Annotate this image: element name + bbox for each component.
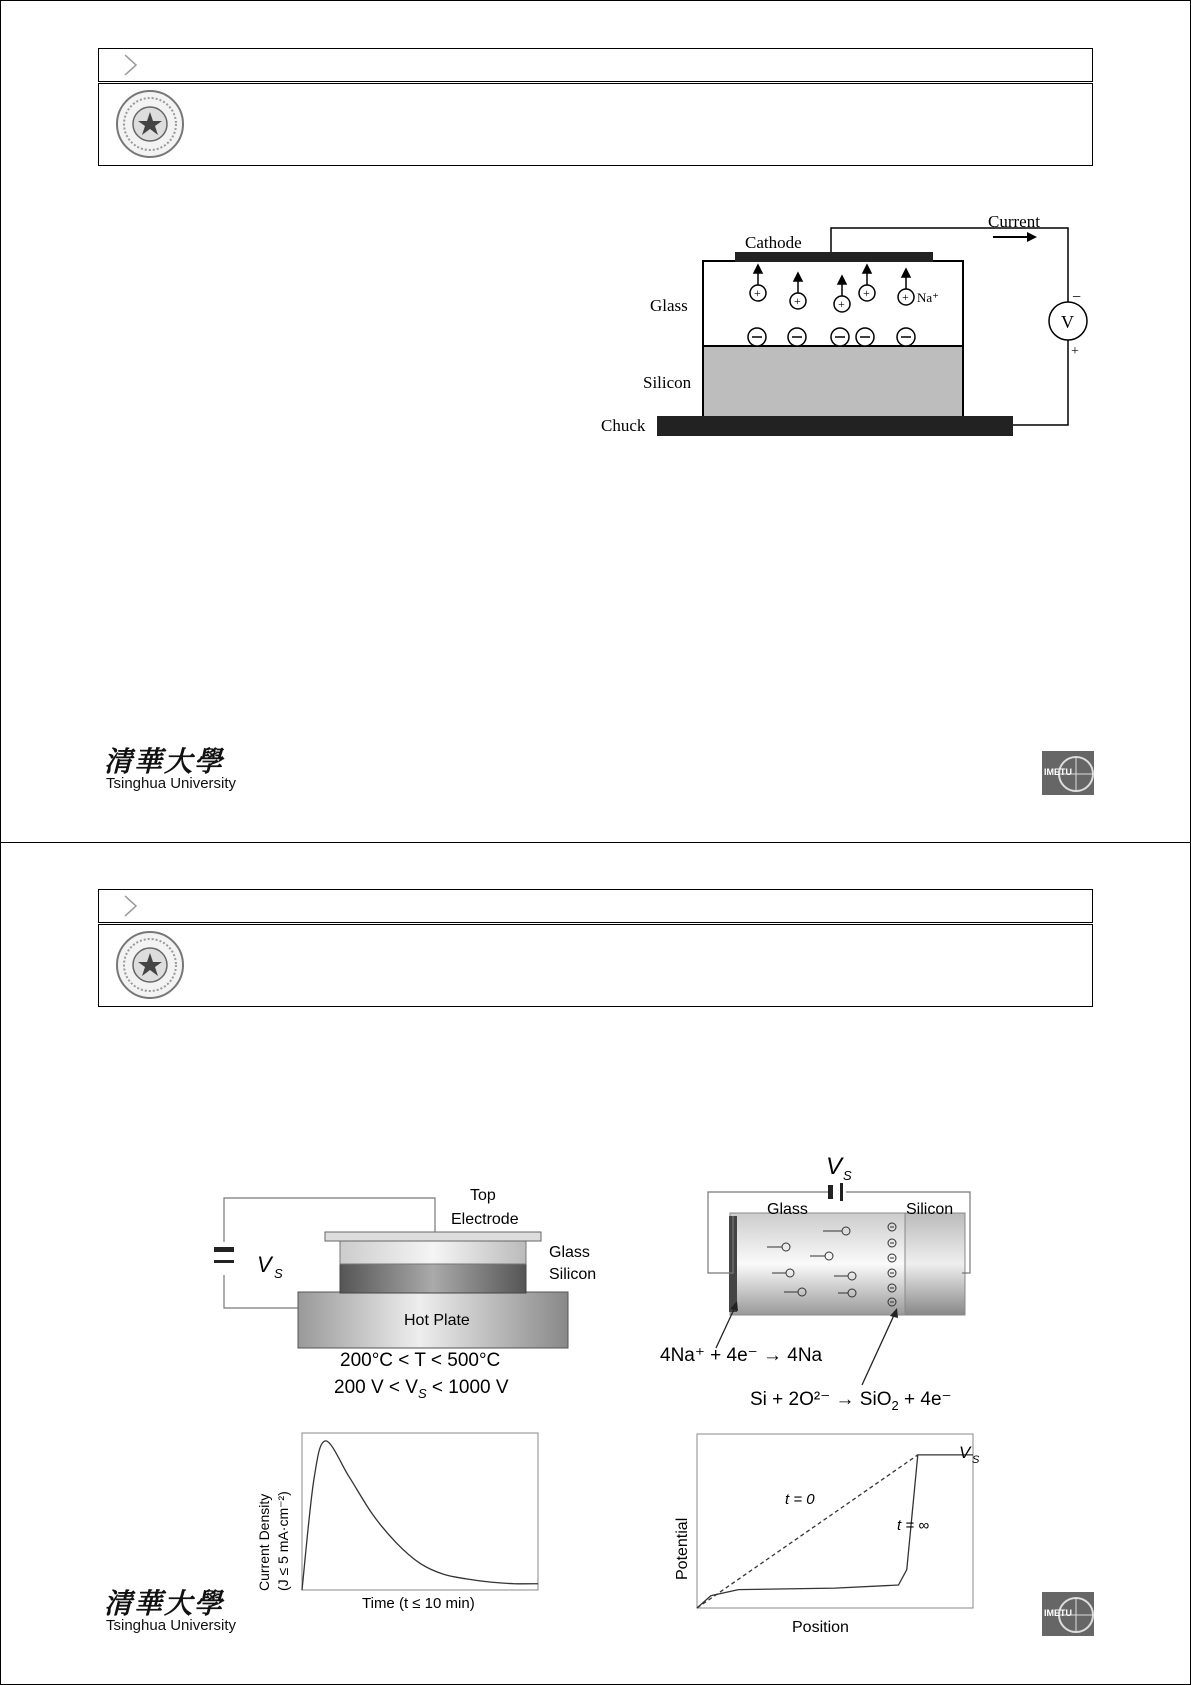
voltage-range: 200 $V < V_S < 1000$ V: [334, 1377, 509, 1401]
chevron-right-icon: [121, 49, 141, 81]
imetu-logo-text: IMETU: [1044, 1608, 1072, 1618]
current-density-chart: [250, 1425, 550, 1620]
chuck-label: Chuck: [601, 416, 646, 435]
battery-icon: [828, 1185, 833, 1199]
tinf-label: t = ∞: [897, 1517, 929, 1534]
silicon-label: Silicon: [906, 1201, 954, 1218]
footer-university-name: Tsinghua University: [106, 1617, 237, 1634]
vs-label: V: [257, 1252, 272, 1277]
vs-sub: S: [843, 1168, 852, 1183]
glass-label: Glass: [650, 296, 688, 315]
glass-cylinder: [730, 1213, 910, 1315]
y-axis-label-2: (J ≤ 5 mA·cm⁻²): [275, 1491, 291, 1591]
reaction-anode: Si + 2O²⁻ → SiO$_2$ + 4e⁻: [750, 1389, 952, 1413]
slide-title-bar: [98, 48, 1093, 82]
svg-text:+: +: [863, 286, 870, 300]
current-label: Current: [988, 212, 1040, 231]
x-axis-label: Time (t ≤ 10 min): [362, 1595, 475, 1612]
top-label-2: Electrode: [451, 1211, 519, 1228]
silicon-wafer: [340, 1263, 526, 1293]
hot-plate-label: Hot Plate: [404, 1312, 470, 1329]
arrow-right-icon: [1027, 232, 1037, 242]
svg-text:+: +: [902, 290, 909, 304]
vs-label: V: [826, 1153, 843, 1180]
chuck-plate: [657, 416, 1013, 436]
plot-area: [697, 1434, 973, 1608]
bonding-setup-diagram: [210, 1180, 610, 1410]
vs-sub: S: [274, 1266, 283, 1281]
anodic-bonding-diagram: [595, 205, 1095, 445]
top-label-1: Top: [470, 1187, 496, 1204]
glass-wafer: [340, 1240, 526, 1264]
vs-sub: S: [972, 1454, 980, 1466]
page-divider: [0, 842, 1191, 843]
ion-migration-diagram: [650, 1145, 1010, 1415]
slide2-header: [98, 924, 1093, 1007]
voltmeter-label: V: [1061, 312, 1074, 332]
na-label: Na⁺: [917, 290, 940, 305]
temperature-range: 200°C < T < 500°C: [340, 1350, 501, 1371]
y-axis-label: Current Density: [256, 1493, 272, 1591]
silicon-label: Silicon: [549, 1266, 597, 1283]
x-axis-label: Position: [792, 1619, 849, 1636]
y-axis-label: Potential: [674, 1517, 691, 1580]
imetu-logo-text: IMETU: [1044, 767, 1072, 777]
vs-label: V: [959, 1443, 971, 1462]
minus-label: −: [1072, 289, 1082, 306]
slide2-title-bar: [98, 889, 1093, 923]
silicon-label: Silicon: [643, 373, 692, 392]
imetu-logo: [1042, 751, 1094, 795]
imetu-logo: [1042, 1592, 1094, 1636]
top-electrode: [325, 1232, 541, 1241]
svg-text:+: +: [754, 286, 761, 300]
glass-label: Glass: [549, 1244, 590, 1261]
footer-chinese-name: 清華大學: [104, 747, 225, 778]
wire-bottom: [1013, 338, 1068, 425]
footer-chinese-name: 清華大學: [104, 1589, 225, 1620]
glass-label: Glass: [767, 1201, 808, 1218]
silicon-layer: [703, 346, 963, 419]
t0-label: t = 0: [785, 1491, 815, 1508]
university-seal-icon: [114, 88, 186, 160]
plus-label: +: [1071, 344, 1079, 359]
reaction-cathode: 4Na⁺ + 4e⁻ → 4Na: [660, 1345, 823, 1366]
slide-header: [98, 83, 1093, 166]
svg-text:+: +: [794, 294, 801, 308]
cathode-electrode: [735, 252, 933, 262]
university-seal-icon: [114, 929, 186, 1001]
battery-icon: [214, 1247, 234, 1252]
cathode-label: Cathode: [745, 233, 802, 252]
footer-university-name: Tsinghua University: [106, 775, 237, 792]
svg-text:+: +: [838, 297, 845, 311]
silicon-cylinder: [905, 1213, 965, 1315]
potential-chart: [667, 1430, 987, 1640]
chevron-right-icon: [121, 890, 141, 922]
